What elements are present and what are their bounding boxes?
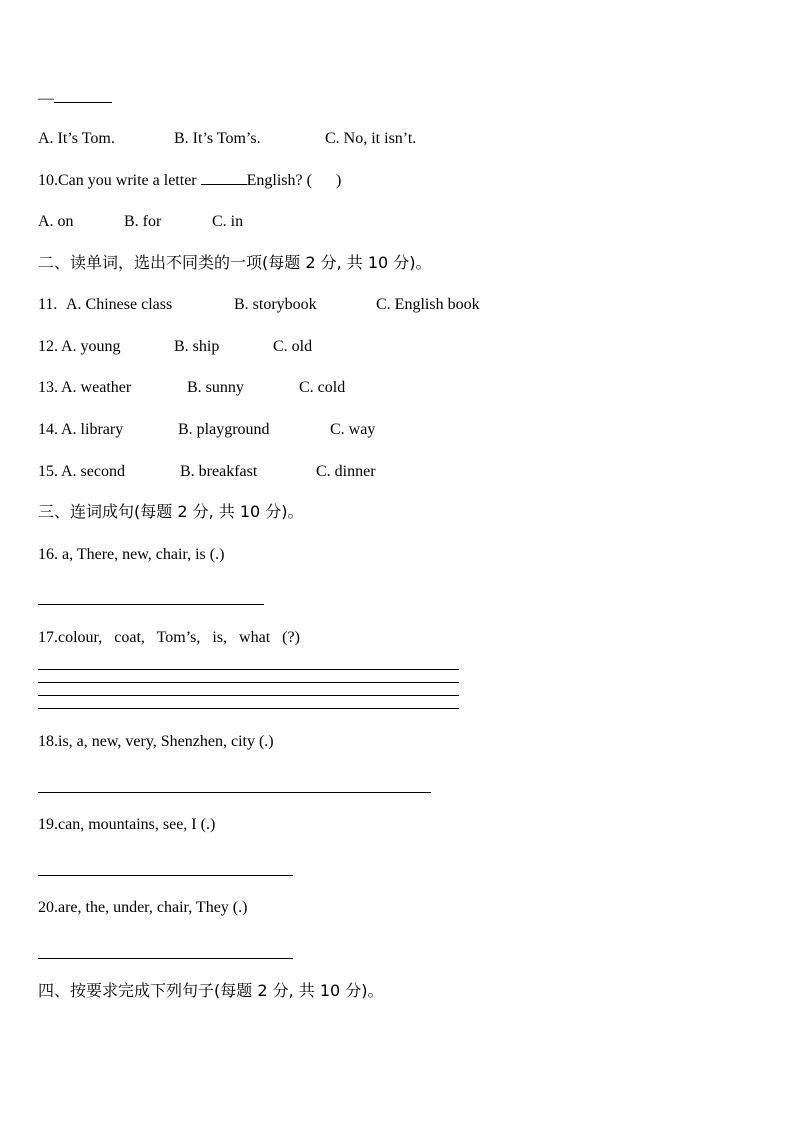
q17-answer-line-1[interactable]: [38, 669, 459, 670]
q13-option-a[interactable]: A. weather: [61, 379, 132, 396]
q9-option-a[interactable]: A. It’s Tom.: [38, 130, 115, 147]
q14-option-a[interactable]: A. library: [61, 421, 124, 438]
q10-answer-paren[interactable]: ( ): [306, 172, 342, 189]
q9-answer-line: [38, 88, 112, 109]
q10-option-b[interactable]: B. for: [124, 213, 162, 230]
q14-option-c[interactable]: C. way: [330, 421, 376, 438]
q17-answer-line-3[interactable]: [38, 695, 459, 696]
q9-option-b[interactable]: B. It’s Tom’s.: [174, 130, 261, 147]
q15-option-b[interactable]: B. breakfast: [180, 463, 258, 480]
q17-answer-line-4[interactable]: [38, 708, 459, 709]
q17-answer-line-2[interactable]: [38, 682, 459, 683]
q11-option-c[interactable]: C. English book: [376, 296, 480, 313]
q18-prompt: 18.is, a, new, very, Shenzhen, city (.): [38, 733, 274, 750]
q19-prompt: 19.can, mountains, see, I (.): [38, 816, 216, 833]
q13-option-c[interactable]: C. cold: [299, 379, 346, 396]
q15-number: 15.: [38, 463, 58, 480]
q14-option-b[interactable]: B. playground: [178, 421, 270, 438]
q16-answer-line[interactable]: [38, 604, 264, 605]
q15-option-a[interactable]: A. second: [61, 463, 125, 480]
q12-number: 12.: [38, 338, 58, 355]
q13-option-b[interactable]: B. sunny: [187, 379, 244, 396]
q10-prefix: 10.Can you write a letter: [38, 172, 197, 189]
q11-option-b[interactable]: B. storybook: [234, 296, 317, 313]
q12-option-b[interactable]: B. ship: [174, 338, 220, 355]
q11-option-a[interactable]: A. Chinese class: [66, 296, 173, 313]
q10-suffix: English?: [246, 172, 303, 189]
q20-answer-line[interactable]: [38, 958, 293, 959]
q10-blank[interactable]: [201, 170, 247, 185]
q19-answer-line[interactable]: [38, 875, 293, 876]
section2-heading: 二、读单词，选出不同类的一项(每题 2 分, 共 10 分)。: [38, 253, 432, 272]
section4-heading: 四、按要求完成下列句子(每题 2 分, 共 10 分)。: [38, 981, 384, 1000]
q9-answer-blank[interactable]: [54, 88, 112, 103]
q16-prompt: 16. a, There, new, chair, is (.): [38, 546, 225, 563]
q9-dash: —: [38, 90, 54, 107]
q20-prompt: 20.are, the, under, chair, They (.): [38, 899, 248, 916]
q12-option-a[interactable]: A. young: [61, 338, 121, 355]
q13-number: 13.: [38, 379, 58, 396]
q10-option-a[interactable]: A. on: [38, 213, 74, 230]
q15-option-c[interactable]: C. dinner: [316, 463, 376, 480]
section3-heading: 三、连词成句(每题 2 分, 共 10 分)。: [38, 502, 304, 521]
q11-number: 11.: [38, 296, 58, 313]
q12-option-c[interactable]: C. old: [273, 338, 313, 355]
q10-option-c[interactable]: C. in: [212, 213, 244, 230]
q10-question: [38, 170, 341, 191]
q14-number: 14.: [38, 421, 58, 438]
q18-answer-line[interactable]: [38, 792, 431, 793]
q9-option-c[interactable]: C. No, it isn’t.: [325, 130, 417, 147]
q17-prompt: 17.colour, coat, Tom’s, is, what (?): [38, 629, 300, 646]
